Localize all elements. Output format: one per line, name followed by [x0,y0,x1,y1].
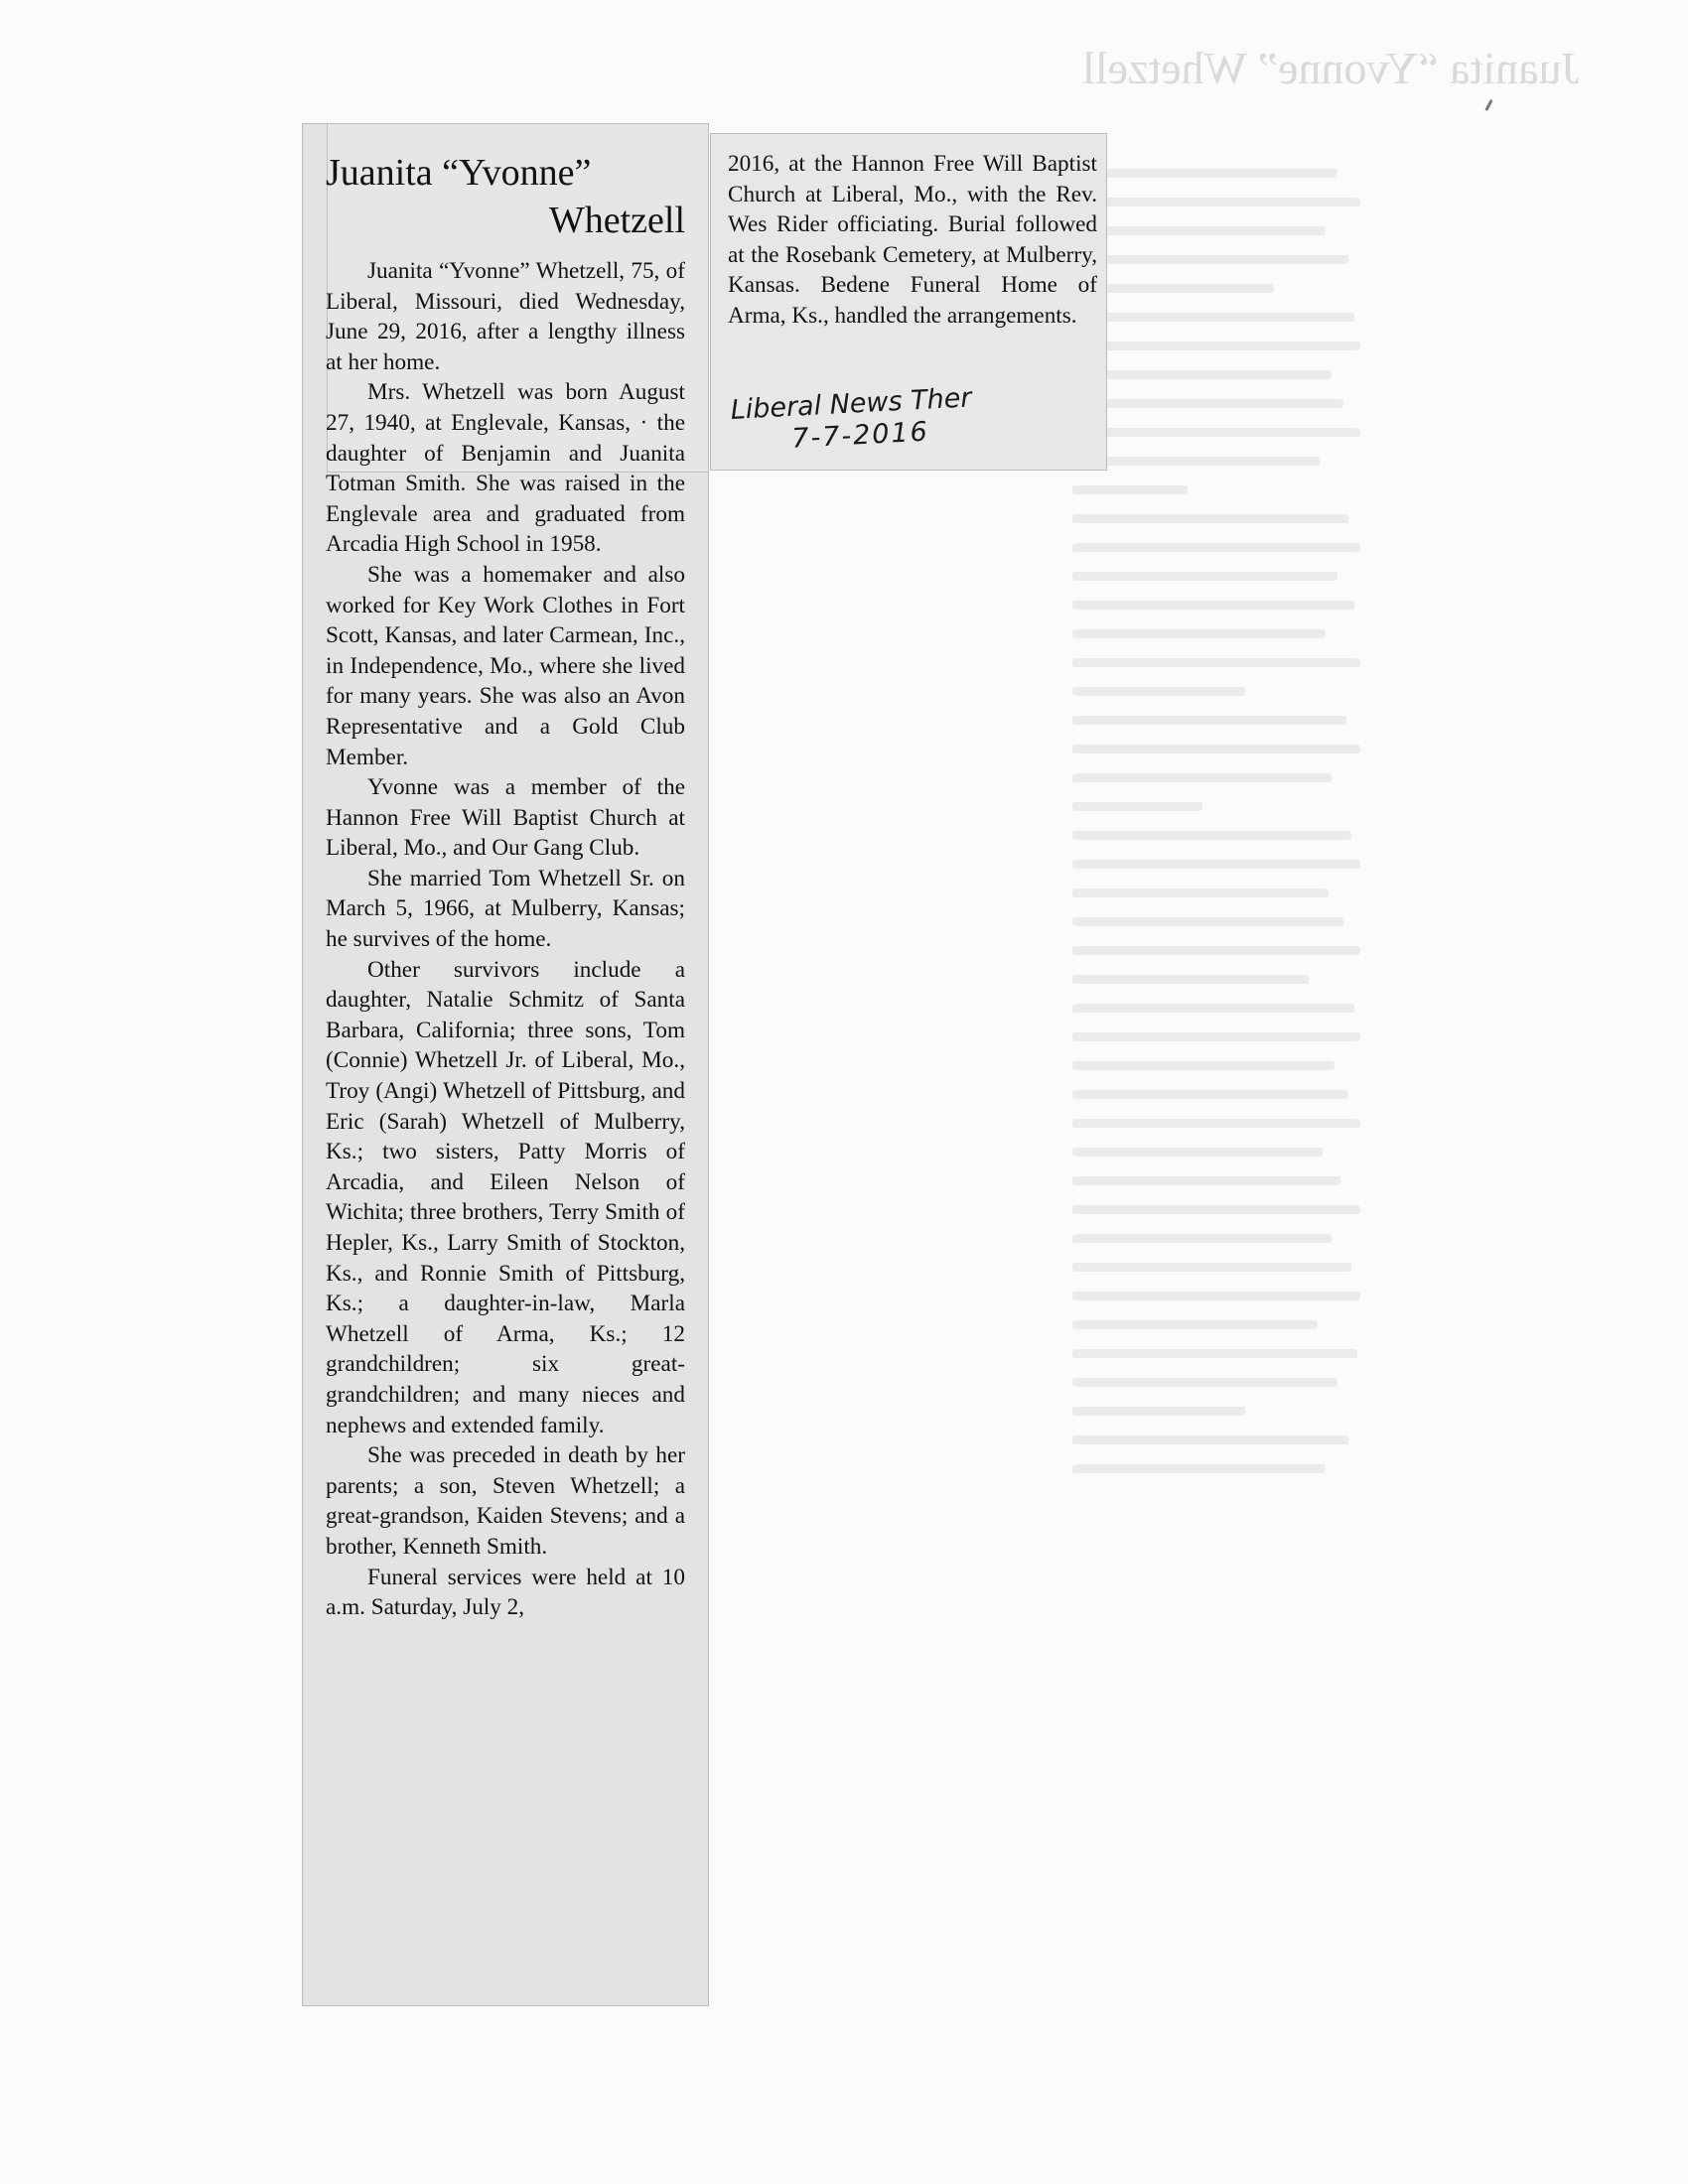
paragraph-funeral-continued: 2016, at the Hannon Free Will Baptist Church at Liberal, Mo., with the Rev. Wes Rider officiating. Burial followed at the Rosebank Cemetery, at Mulberry, Kansas. Bedene Funeral Home of Arma, Ks., handled the arrangements. [728,151,1097,329]
paragraph-work: She was a homemaker and also worked for Key Work Clothes in Fort Scott, Kansas, and later Carmean, Inc., in Independence, Mo., where she lived for many years. She was also an Avon Representative and a Gold Club Member. [326,561,685,770]
paragraph-birth: Mrs. Whetzell was born August 27, 1940, at Englevale, Kansas, · the daughter of Benjamin and Juanita Totman Smith. She was raised in the Englevale area and graduated from Arcadia High School in 1958. [326,379,685,558]
paragraph-survivors: Other survivors include a daughter, Natalie Schmitz of Santa Barbara, California; three sons, Tom (Connie) Whetzell Jr. of Liberal, Mo., Troy (Angi) Whetzell of Pittsburg, and Eric (Sarah) Whetzell of Mulberry, Ks.; two sisters, Patty Morris of Arcadia, and Eileen Nelson of Wichita; three brothers, Terry Smith of Hepler, Ks., Larry Smith of Stockton, Ks., and Ronnie Smith of Pittsburg, Ks.; a daughter-in-law, Marla Whetzell of Arma, Ks.; 12 grandchildren; six great-grandchildren; and many nieces and nephews and extended family. [326,956,685,1438]
obituary-left-column [326,149,685,1623]
headline-line-2: Whetzell [548,200,685,241]
paragraph-death: Juanita “Yvonne” Whetzell, 75, of Liberal, Missouri, died Wednesday, June 29, 2016, after a lengthy illness at her home. [326,258,685,375]
reverse-bleed-title: Juanita “Yvonne” Whetzell [1082,43,1580,93]
pencil-mark [1484,99,1492,111]
headline-line-1: Juanita “Yvonne” [326,152,592,194]
obituary-headline [326,149,685,244]
reverse-bleed-text [1072,169,1360,1493]
handwritten-source: Liberal News Ther [730,382,973,426]
obituary-right-column [728,149,1097,332]
paragraph-funeral: Funeral services were held at 10 a.m. Saturday, July 2, [326,1564,685,1621]
paragraph-preceded: She was preceded in death by her parents; a son, Steven Whetzell; a great-grandson, Kaiden Stevens; and a brother, Kenneth Smith. [326,1442,685,1560]
paragraph-marriage: She married Tom Whetzell Sr. on March 5, 1966, at Mulberry, Kansas; he survives of the home. [326,865,685,953]
paragraph-church: Yvonne was a member of the Hannon Free Will Baptist Church at Liberal, Mo., and Our Gang Club. [326,774,685,862]
handwritten-date: 7-7-2016 [790,416,930,455]
